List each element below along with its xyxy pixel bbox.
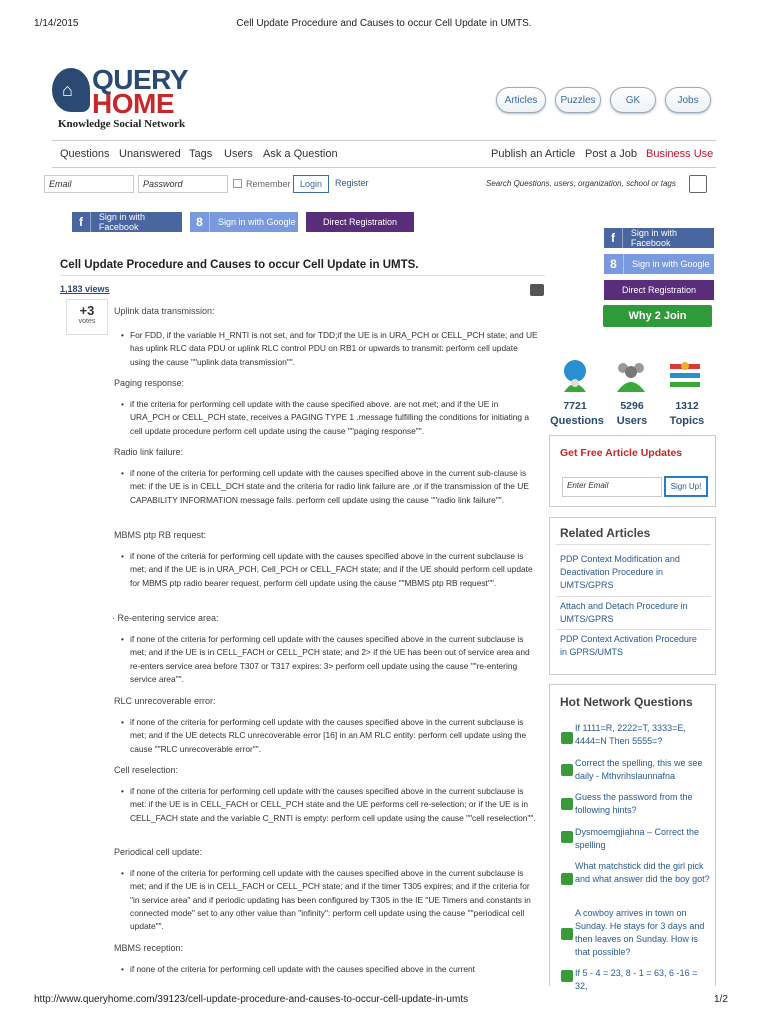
hot-question-link[interactable]: If 5 - 4 = 23, 8 - 1 = 63, 6 -16 = 32, (575, 968, 698, 991)
hot-question-link[interactable]: Correct the spelling, this we see daily - Mthvrihslaunnafna (575, 758, 703, 781)
google-icon: 8 (604, 254, 624, 274)
gk-button[interactable]: GK (610, 87, 656, 113)
topics-label[interactable]: Topics (669, 415, 705, 427)
related-articles-box (549, 517, 716, 675)
remember-checkbox[interactable] (233, 179, 242, 188)
facebook-icon: f (604, 228, 623, 248)
google-signin-button-side[interactable] (604, 254, 714, 274)
hot-question-link[interactable]: Guess the password from the following hints? (575, 792, 693, 815)
password-field[interactable]: Password (138, 175, 228, 193)
nav-publish-article[interactable]: Publish an Article (491, 148, 576, 160)
divider (556, 596, 711, 597)
login-button[interactable]: Login (293, 175, 329, 193)
divider (556, 544, 711, 545)
facebook-signin-button-side[interactable] (604, 228, 714, 248)
title-divider (60, 275, 545, 276)
direct-registration-button-side[interactable]: Direct Registration (604, 280, 714, 300)
nav-tags[interactable]: Tags (189, 148, 213, 160)
nav-unanswered[interactable]: Unanswered (119, 148, 181, 160)
section-heading: · Re-entering service area: (112, 613, 219, 623)
logo-tagline: Knowledge Social Network (58, 118, 186, 130)
google-signin-label: Sign in with Google (218, 217, 296, 227)
google-icon: 8 (190, 212, 210, 232)
google-signin-button[interactable] (190, 212, 298, 232)
view-count: 1,183 views (60, 284, 110, 294)
facebook-signin-label: Sign in with Facebook (98, 212, 145, 232)
related-article-link[interactable]: PDP Context Modification and Deactivation Procedure in UMTS/GPRS (560, 554, 680, 590)
search-input[interactable]: Search Questions, users, organization, school or tags (482, 175, 687, 193)
related-article-link[interactable]: PDP Context Activation Procedure in GPRS/UMTS (560, 634, 697, 657)
section-heading: MBMS ptp RB request: (114, 530, 207, 540)
google-signin-label: Sign in with Google (632, 259, 710, 269)
topics-icon (668, 358, 702, 394)
logo-query-text: QUERY (92, 64, 189, 95)
section-text: • if none of the criteria for performing cell update with the causes specified above in the current subclause is met: if the UE is in CELL_FACH or CELL_PCH state and the UE performs cell re-selection; or if the UE is in CELL_FACH state and the variable C_RNTI is empty: perform cell update using the cause ""cell reselection"". (130, 785, 540, 825)
print-icon[interactable] (530, 284, 544, 296)
section-text: • if none of the criteria for performing cell update with the causes specified above in the current subclause is met; and if the UE is in CELL_FACH or CELL_PCH state; and if the timer T305 expires; and if the criteria for "in service area" and if periodic updating has been configured by T305 in the IE "UE Timers and constants in connected mode" set to any other value than "infinity": perform cell update using the cause ""periodical cell update"". (130, 867, 540, 933)
site-logo[interactable] (52, 66, 192, 132)
newsletter-email-input[interactable]: Enter Email (562, 477, 662, 497)
nav-users[interactable]: Users (224, 148, 253, 160)
direct-registration-button[interactable]: Direct Registration (306, 212, 414, 232)
related-heading: Related Articles (560, 526, 651, 540)
tree-icon (561, 831, 573, 843)
vote-count: +3 (79, 303, 95, 318)
section-text: • if none of the criteria for performing cell update with the causes specified above in the current sub-clause is met: if the UE is in CELL_DCH state and the criteria for radio link failure are ,or if the transmission of the UE CAPABILITY INFORMATION message fails. perform cell update using the cause ""radio link failure"". (130, 467, 540, 507)
section-heading: Periodical cell update: (114, 847, 203, 857)
article-title: Cell Update Procedure and Causes to occur Cell Update in UMTS. (60, 259, 419, 271)
section-text: • if none of the criteria for performing cell update with the causes specified above in the current subclause is met; and if the UE detects RLC unrecoverable error [16] in an AM RLC entity: perform cell update using the cause ""RLC unrecoverable error"". (130, 716, 540, 756)
users-label[interactable]: Users (616, 415, 648, 427)
section-text: • if the criteria for performing cell update with the cause specified above. are not met; and if the UE in URA_PCH or CELL_PCH state, receives a PAGING TYPE 1 .message fulfilling the conditions for initiating a cell update procedure perform cell update using the cause ""paging response"". (130, 398, 540, 438)
search-button[interactable] (689, 175, 707, 193)
section-heading: Radio link failure: (114, 447, 184, 457)
hot-question-link[interactable]: A cowboy arrives in town on Sunday. He stays for 3 days and then leaves on Sunday. How is that possible? (575, 908, 705, 957)
main-nav (52, 140, 716, 168)
articles-button[interactable]: Articles (496, 87, 546, 113)
section-text: • For FDD, if the variable H_RNTI is not set, and for TDD;if the UE is in URA_PCH or CELL_PCH state; and UE has uplink RLC data PDU or uplink RLC control PDU on RB1 or upwards to transmit: perform cell update using the cause ""uplink data transmission"". (130, 329, 540, 369)
vote-label: votes (78, 318, 96, 325)
users-icon (614, 358, 648, 394)
nav-ask-question[interactable]: Ask a Question (263, 148, 338, 160)
why-join-button[interactable]: Why 2 Join (603, 305, 712, 327)
nav-business-use[interactable]: Business Use (646, 148, 714, 160)
tree-icon (561, 798, 573, 810)
questions-icon (558, 358, 592, 394)
facebook-signin-label: Sign in with Facebook (630, 228, 677, 248)
hot-question-link[interactable]: If 1111=R, 2222=T, 3333=E, 4444=N Then 5555=? (575, 723, 686, 746)
facebook-signin-button[interactable] (72, 212, 182, 232)
questions-label[interactable]: Questions (550, 415, 604, 427)
newsletter-box (549, 435, 716, 507)
register-link[interactable]: Register (335, 178, 369, 188)
section-heading: Uplink data transmission: (114, 306, 215, 316)
section-text: • if none of the criteria for performing cell update with the causes specified above in the current subclause is met; and if the UE is in CELL_FACH or CELL_PCH state; and 2> if the UE has been out of service area and re-enters service area before T307 or T317 expires: 3> perform cell update using the cause ""re-entering service area"". (130, 633, 540, 686)
jobs-button[interactable]: Jobs (665, 87, 711, 113)
topics-count: 1312 (675, 400, 699, 412)
section-text: • if none of the criteria for performing cell update with the causes specified above in the current (130, 963, 540, 977)
nav-questions[interactable]: Questions (60, 148, 110, 160)
email-field[interactable]: Email (44, 175, 134, 193)
print-page-number: 1/2 (714, 994, 728, 1005)
section-heading: RLC unrecoverable error: (114, 696, 216, 706)
tree-icon (561, 928, 573, 940)
tree-icon (561, 873, 573, 885)
hot-question-link[interactable]: What matchstick did the girl pick and what answer did the boy got? (575, 861, 710, 884)
questions-count: 7721 (563, 400, 587, 412)
logo-home-text: HOME (92, 88, 174, 119)
signup-button[interactable]: Sign Up! (664, 476, 708, 497)
vote-box[interactable] (66, 299, 108, 335)
section-heading: Cell reselection: (114, 765, 179, 775)
section-heading: MBMS reception: (114, 943, 184, 953)
tree-icon (561, 732, 573, 744)
remember-label: Remember (246, 179, 291, 189)
facebook-icon: f (72, 212, 91, 232)
hot-question-link[interactable]: Dysmoemgjiahna – Correct the spelling (575, 827, 700, 850)
print-page-title: Cell Update Procedure and Causes to occur Cell Update in UMTS. (236, 18, 532, 29)
hot-heading: Hot Network Questions (560, 695, 693, 709)
tree-icon (561, 764, 573, 776)
puzzles-button[interactable]: Puzzles (555, 87, 601, 113)
related-article-link[interactable]: Attach and Detach Procedure in UMTS/GPRS (560, 601, 688, 624)
section-heading: Paging response: (114, 378, 185, 388)
print-date: 1/14/2015 (34, 18, 79, 29)
divider (556, 629, 711, 630)
newsletter-heading: Get Free Article Updates (560, 447, 683, 459)
home-icon: ⌂ (52, 68, 90, 112)
users-count: 5296 (620, 400, 644, 412)
nav-post-job[interactable]: Post a Job (585, 148, 637, 160)
tree-icon (561, 970, 573, 982)
section-text: • if none of the criteria for performing cell update with the causes specified above in the current subclause is met; and if the UE is in URA_PCH, Cell_PCH or CELL_FACH state; and if the UE should perform cell update for MBMS ptp radio bearer request, perform cell update using the cause ""MBMS ptp RB request"". (130, 550, 540, 590)
print-url: http://www.queryhome.com/39123/cell-update-procedure-and-causes-to-occur-cell-update-in-umts (34, 994, 469, 1005)
